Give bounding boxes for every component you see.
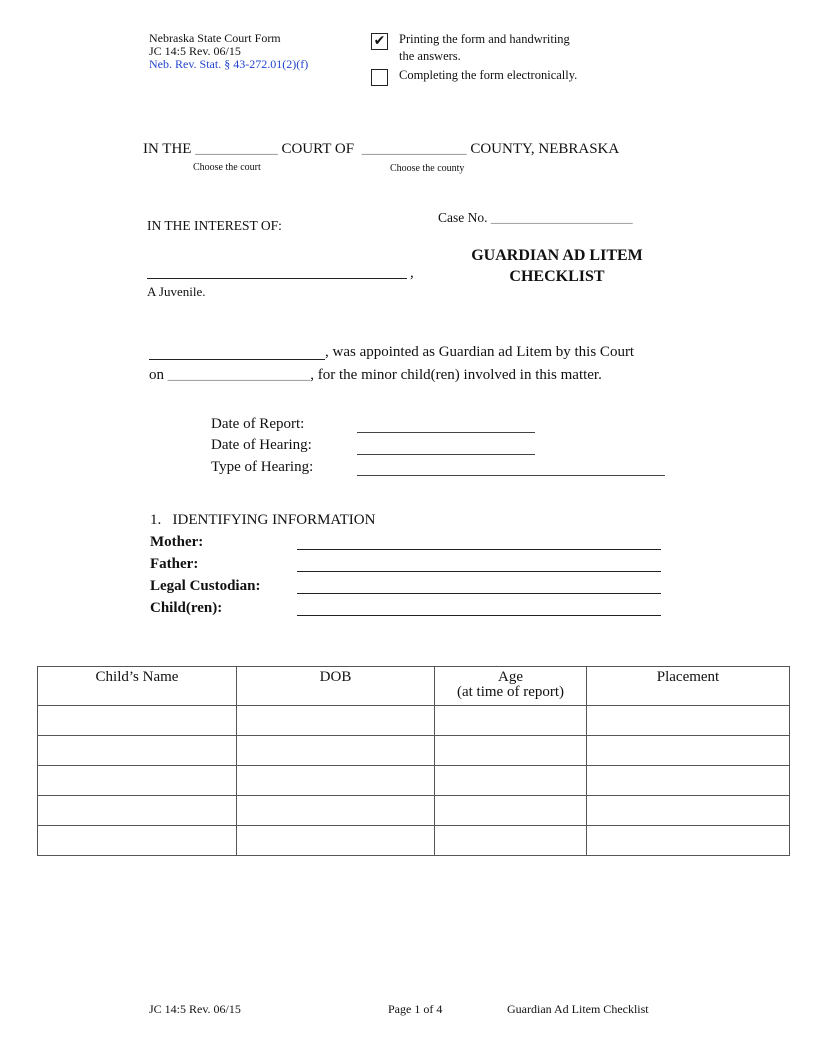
court-select[interactable]: ___________ (195, 141, 278, 157)
table-header-row (38, 667, 790, 706)
children-label: Child(ren): (150, 600, 223, 616)
juvenile-name-input[interactable] (147, 264, 407, 279)
type-of-hearing-input[interactable] (357, 461, 665, 476)
age-cell[interactable] (435, 736, 587, 766)
type-of-hearing-label: Type of Hearing: (211, 459, 314, 475)
in-the-text: IN THE (143, 141, 192, 157)
court-caption (143, 141, 619, 158)
print-handwrite-checkbox[interactable]: ✔ (371, 33, 388, 50)
case-number (438, 210, 633, 226)
dob-cell[interactable] (237, 826, 435, 856)
statute-link[interactable]: Neb. Rev. Stat. § 43-272.01(2)(f) (149, 57, 309, 71)
footer-page-number: Page 1 of 4 (388, 1002, 443, 1016)
col-header-child-name: Child’s Name (38, 667, 237, 706)
legal-custodian-input[interactable] (297, 579, 661, 594)
on-text: on (149, 367, 164, 383)
children-input[interactable] (297, 601, 661, 616)
table-row (38, 796, 790, 826)
print-handwrite-label-line1: Printing the form and handwriting (399, 32, 570, 46)
court-of-text: COURT OF (281, 141, 355, 157)
placement-cell[interactable] (587, 766, 790, 796)
appointment-date-input[interactable]: ___________________ (167, 367, 311, 383)
col-header-age (435, 667, 587, 706)
form-title (430, 245, 684, 287)
appointment-line1: , was appointed as Guardian ad Litem by this Court (325, 344, 635, 360)
dob-cell[interactable] (237, 736, 435, 766)
age-cell[interactable] (435, 766, 587, 796)
child-name-cell[interactable] (38, 826, 237, 856)
form-revision: JC 14:5 Rev. 06/15 (149, 44, 241, 58)
interest-label: IN THE INTEREST OF: (147, 218, 282, 233)
child-name-cell[interactable] (38, 766, 237, 796)
footer-form-title: Guardian Ad Litem Checklist (507, 1002, 649, 1016)
table-row (38, 706, 790, 736)
col-header-dob: DOB (237, 667, 435, 706)
footer-form-id: JC 14:5 Rev. 06/15 (149, 1002, 241, 1016)
placement-cell[interactable] (587, 826, 790, 856)
dob-cell[interactable] (237, 706, 435, 736)
age-header-sub: (at time of report) (456, 684, 565, 700)
section1-heading: 1. IDENTIFYING INFORMATION (150, 512, 376, 528)
col-header-placement: Placement (587, 667, 790, 706)
table-row (38, 826, 790, 856)
date-of-hearing-input[interactable] (357, 440, 535, 455)
form-name: Nebraska State Court Form (149, 31, 281, 45)
child-name-cell[interactable] (38, 796, 237, 826)
electronic-label: Completing the form electronically. (399, 68, 578, 82)
print-handwrite-label-line2: the answers. (399, 49, 461, 63)
dob-cell[interactable] (237, 766, 435, 796)
father-input[interactable] (297, 557, 661, 572)
child-name-cell[interactable] (38, 736, 237, 766)
dob-cell[interactable] (237, 796, 435, 826)
age-cell[interactable] (435, 796, 587, 826)
county-suffix-text: COUNTY, NEBRASKA (470, 141, 620, 157)
court-hint: Choose the court (193, 162, 261, 173)
child-name-cell[interactable] (38, 706, 237, 736)
legal-custodian-label: Legal Custodian: (150, 578, 261, 594)
placement-cell[interactable] (587, 706, 790, 736)
date-of-hearing-label: Date of Hearing: (211, 437, 312, 453)
case-no-label: Case No. (438, 210, 488, 225)
table-row (38, 766, 790, 796)
gal-name-input[interactable] (149, 345, 325, 360)
mother-input[interactable] (297, 535, 661, 550)
county-hint: Choose the county (390, 163, 465, 174)
age-header-label: Age (498, 669, 523, 685)
father-label: Father: (150, 556, 199, 572)
placement-cell[interactable] (587, 796, 790, 826)
date-of-report-input[interactable] (357, 418, 535, 433)
mother-label: Mother: (150, 534, 204, 550)
title-line2: CHECKLIST (509, 268, 605, 285)
juvenile-name-comma: , (410, 265, 414, 281)
age-cell[interactable] (435, 826, 587, 856)
electronic-checkbox[interactable] (371, 69, 388, 86)
placement-cell[interactable] (587, 736, 790, 766)
appointment-line2 (149, 367, 602, 384)
title-line1: GUARDIAN AD LITEM (471, 247, 643, 264)
date-of-report-label: Date of Report: (211, 416, 305, 432)
table-row (38, 736, 790, 766)
appointment-line2-text: , for the minor child(ren) involved in this matter. (310, 367, 602, 383)
county-select[interactable]: ______________ (361, 141, 467, 157)
juvenile-label: A Juvenile. (147, 284, 206, 299)
children-table (37, 666, 790, 856)
age-cell[interactable] (435, 706, 587, 736)
case-no-input[interactable]: _____________________ (490, 210, 633, 225)
